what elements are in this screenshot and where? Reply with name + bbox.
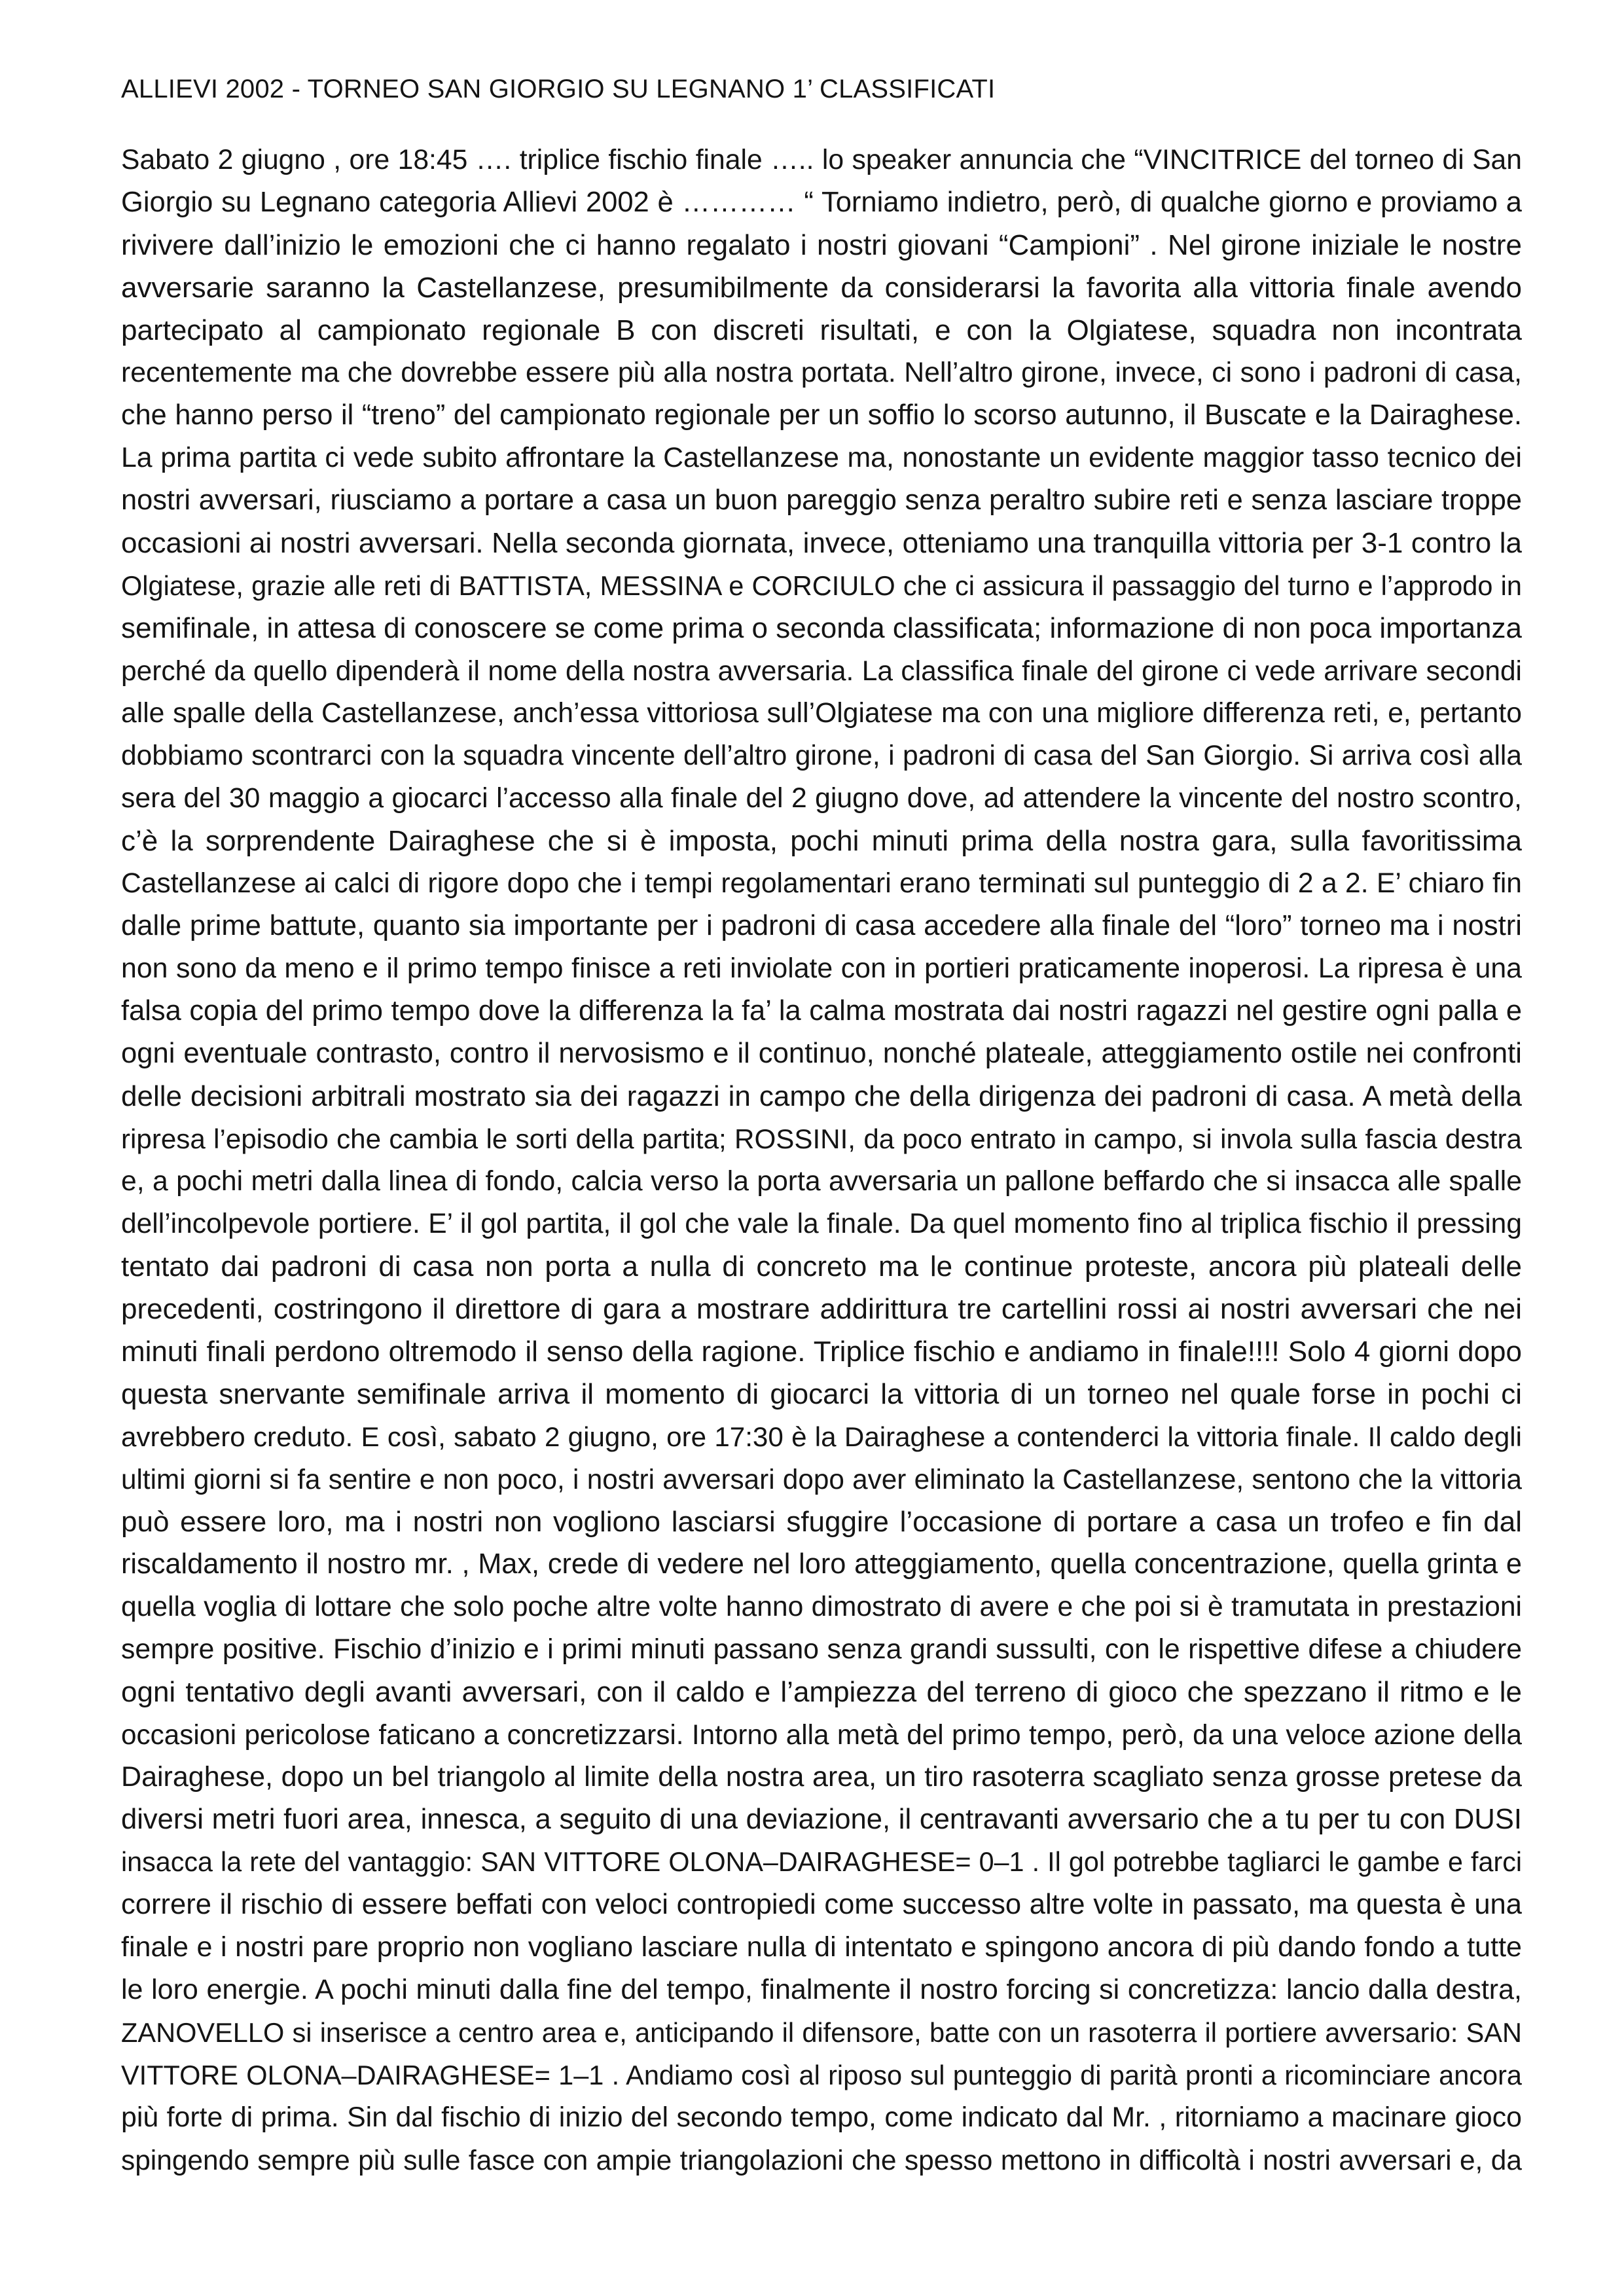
body-text-line: Castellanzese ai calci di rigore dopo che i tempi regolamentari erano terminati sul punteggio di 2 a 2. E’ chiaro fin (121, 867, 1522, 899)
body-text-line: semifinale, in attesa di conoscere se come prima o seconda classificata; informazione di non poca importanza (121, 612, 1522, 644)
body-text-line: più forte di prima. Sin dal fischio di inizio del secondo tempo, come indicato dal Mr. , ritorniamo a macinare gioco (121, 2102, 1522, 2133)
body-text-line: le loro energie. A pochi minuti dalla fine del tempo, finalmente il nostro forcing si concretizza: lancio dalla destra, (121, 1974, 1522, 2005)
body-text-line: Sabato 2 giugno , ore 18:45 …. triplice fischio finale ….. lo speaker annuncia che “VINCITRICE del torneo di San (121, 144, 1522, 175)
body-text-line: avversarie saranno la Castellanzese, presumibilmente da considerarsi la favorita alla vittoria finale avendo (121, 272, 1522, 304)
body-text-line: falsa copia del primo tempo dove la differenza la fa’ la calma mostrata dai nostri ragazzi nel gestire ogni palla e (121, 995, 1522, 1027)
body-text-line: non sono da meno e il primo tempo finisce a reti inviolate con in portieri praticamente inoperosi. La ripresa è una (121, 953, 1522, 984)
body-text-line: minuti finali perdono oltremodo il senso della ragione. Triplice fischio e andiamo in finale!!!! Solo 4 giorni dopo (121, 1336, 1522, 1368)
document-title: ALLIEVI 2002 - TORNEO SAN GIORGIO SU LEGNANO 1’ CLASSIFICATI (121, 75, 996, 103)
body-text-line: che hanno perso il “treno” del campionato regionale per un soffio lo scorso autunno, il Buscate e la Dairaghese. (121, 399, 1522, 431)
document-body (121, 139, 1522, 2181)
body-text-line: e, a pochi metri dalla linea di fondo, calcia verso la porta avversaria un pallone beffardo che si insacca alle spalle (121, 1165, 1522, 1197)
body-text-line: sempre positive. Fischio d’inizio e i primi minuti passano senza grandi sussulti, con le rispettive difese a chiudere (121, 1633, 1522, 1665)
body-text-line: dalle prime battute, quanto sia importante per i padroni di casa accedere alla finale del “loro” torneo ma i nostri (121, 910, 1522, 941)
body-text-line: perché da quello dipenderà il nome della nostra avversaria. La classifica finale del girone ci vede arrivare secondi (121, 655, 1522, 686)
body-text-line: rivivere dall’inizio le emozioni che ci hanno regalato i nostri giovani “Campioni” . Nel girone iniziale le nostre (121, 229, 1522, 261)
body-text-line: ripresa l’episodio che cambia le sorti della partita; ROSSINI, da poco entrato in campo, si invola sulla fascia destra (121, 1123, 1522, 1154)
body-text-line: sera del 30 maggio a giocarci l’accesso alla finale del 2 giugno dove, ad attendere la vincente del nostro scontro, (121, 782, 1522, 814)
body-text-line: dell’incolpevole portiere. E’ il gol partita, il gol che vale la finale. Da quel momento fino al triplica fischio il pressing (121, 1208, 1522, 1239)
body-text-line: Dairaghese, dopo un bel triangolo al limite della nostra area, un tiro rasoterra scagliato senza grosse pretese da (121, 1761, 1522, 1793)
body-text-line: alle spalle della Castellanzese, anch’essa vittoriosa sull’Olgiatese ma con una migliore differenza reti, e, pertanto (121, 697, 1522, 729)
body-text-line: VITTORE OLONA–DAIRAGHESE= 1–1 . Andiamo così al riposo sul punteggio di parità pronti a ricominciare ancora (121, 2060, 1522, 2090)
body-text-line: insacca la rete del vantaggio: SAN VITTORE OLONA–DAIRAGHESE= 0–1 . Il gol potrebbe tagliarci le gambe e farci (121, 1847, 1522, 1877)
body-text-line: c’è la sorprendente Dairaghese che si è imposta, pochi minuti prima della nostra gara, sulla favoritissima (121, 825, 1522, 857)
body-text-line: può essere loro, ma i nostri non vogliono lasciarsi sfuggire l’occasione di portare a casa un trofeo e fin dal (121, 1506, 1522, 1538)
body-text-line: diversi metri fuori area, innesca, a seguito di una deviazione, il centravanti avversario che a tu per tu con DUSI (121, 1804, 1522, 1835)
body-text-line: occasioni ai nostri avversari. Nella seconda giornata, invece, otteniamo una tranquilla vittoria per 3-1 contro la (121, 527, 1522, 559)
body-text-line: ogni eventuale contrasto, contro il nervosismo e il continuo, nonché plateale, atteggiamento ostile nei confronti (121, 1038, 1522, 1069)
body-text-line: nostri avversari, riusciamo a portare a casa un buon pareggio senza peraltro subire reti e senza lasciare troppe (121, 484, 1522, 516)
body-text-line: occasioni pericolose faticano a concretizzarsi. Intorno alla metà del primo tempo, però, da una veloce azione della (121, 1719, 1522, 1750)
body-text-line: quella voglia di lottare che solo poche altre volte hanno dimostrato di avere e che poi si è tramutata in prestazioni (121, 1591, 1522, 1622)
body-text-line: finale e i nostri pare proprio non vogliano lasciare nulla di intentato e spingono ancora di più dando fondo a tutte (121, 1931, 1522, 1963)
body-text-line: spingendo sempre più sulle fasce con ampie triangolazioni che spesso mettono in difficoltà i nostri avversari e, da (121, 2145, 1522, 2176)
body-text-line: riscaldamento il nostro mr. , Max, crede di vedere nel loro atteggiamento, quella concentrazione, quella grinta e (121, 1548, 1522, 1580)
body-text-line: avrebbero creduto. E così, sabato 2 giugno, ore 17:30 è la Dairaghese a contenderci la vittoria finale. Il caldo degli (121, 1421, 1522, 1452)
body-text-line: Olgiatese, grazie alle reti di BATTISTA, MESSINA e CORCIULO che ci assicura il passaggio del turno e l’approdo in (121, 570, 1522, 601)
body-text-line: recentemente ma che dovrebbe essere più alla nostra portata. Nell’altro girone, invece, ci sono i padroni di casa, (121, 357, 1522, 388)
body-text-line: correre il rischio di essere beffati con veloci contropiedi come successo altre volte in passato, ma questa è una (121, 1889, 1522, 1920)
body-text-line: delle decisioni arbitrali mostrato sia dei ragazzi in campo che della dirigenza dei padroni di casa. A metà della (121, 1080, 1522, 1112)
body-text-line: ZANOVELLO si inserisce a centro area e, anticipando il difensore, batte con un rasoterra il portiere avversario: SAN (121, 2017, 1522, 2048)
body-text-line: questa snervante semifinale arriva il momento di giocarci la vittoria di un torneo nel quale forse in pochi ci (121, 1378, 1522, 1410)
body-text-line: La prima partita ci vede subito affrontare la Castellanzese ma, nonostante un evidente maggior tasso tecnico dei (121, 442, 1522, 473)
body-text-line: ogni tentativo degli avanti avversari, con il caldo e l’ampiezza del terreno di gioco che spezzano il ritmo e le (121, 1676, 1522, 1708)
body-text-line: precedenti, costringono il direttore di gara a mostrare addirittura tre cartellini rossi ai nostri avversari che nei (121, 1293, 1522, 1325)
body-text-line: dobbiamo scontrarci con la squadra vincente dell’altro girone, i padroni di casa del San Giorgio. Si arriva così alla (121, 740, 1522, 771)
body-text-line: Giorgio su Legnano categoria Allievi 2002 è ………… “ Torniamo indietro, però, di qualche giorno e proviamo a (121, 187, 1522, 218)
body-text-line: ultimi giorni si fa sentire e non poco, i nostri avversari dopo aver eliminato la Castellanzese, sentono che la vittoria (121, 1464, 1522, 1495)
body-text-line: tentato dai padroni di casa non porta a nulla di concreto ma le continue proteste, ancora più plateali delle (121, 1250, 1522, 1283)
body-text-line: partecipato al campionato regionale B con discreti risultati, e con la Olgiatese, squadra non incontrata (121, 314, 1522, 346)
